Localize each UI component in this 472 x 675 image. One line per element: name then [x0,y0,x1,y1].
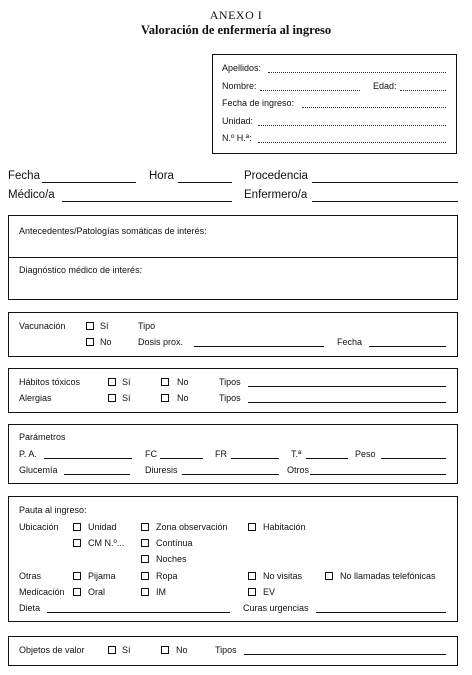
vacunacion-no-checkbox[interactable] [86,338,94,346]
habitacion-label: Habitación [263,522,306,532]
vacunacion-label: Vacunación [19,321,66,331]
antecedentes-label: Antecedentes/Patologías somáticas de interés: [19,226,207,236]
continua-checkbox[interactable] [141,539,149,547]
edad-label: Edad: [373,81,397,91]
no-visitas-label: No visitas [263,571,303,581]
im-checkbox[interactable] [141,588,149,596]
nombre-field[interactable] [260,90,360,91]
fc-label: FC [145,449,157,459]
nombre-label: Nombre: [222,81,257,91]
alergias-tipos-field[interactable] [248,402,446,403]
habitos-tipos-label: Tipos [219,377,241,387]
parametros-label: Parámetros [19,432,66,442]
no-llamadas-checkbox[interactable] [325,572,333,580]
temperatura-label: T.ª [291,449,302,459]
fecha-ingreso-field[interactable] [302,107,446,108]
alergias-tipos-label: Tipos [219,393,241,403]
medicacion-label: Medicación [19,587,65,597]
nh-field[interactable] [258,142,446,143]
temperatura-field[interactable] [306,458,348,459]
ev-label: EV [263,587,276,597]
ev-checkbox[interactable] [248,588,256,596]
unidad-checkbox[interactable] [73,523,81,531]
continua-label: Contínua [156,538,193,548]
unidad-label: Unidad: [222,116,254,126]
enfermero-label: Enfermero/a [244,189,308,201]
diuresis-label: Diuresis [145,465,178,475]
vacunacion-section [8,312,458,357]
fr-label: FR [215,449,227,459]
pijama-label: Pijama [88,571,116,581]
pauta-label: Pauta al ingreso: [19,505,87,515]
noches-label: Noches [156,554,187,564]
objetos-tipos-label: Tipos [215,645,237,655]
nh-label: N.º H.ª: [222,133,252,143]
fecha-label: Fecha [8,170,40,182]
habitos-label: Hábitos tóxicos [19,377,81,387]
hora-field[interactable] [178,182,232,183]
pa-label: P. A. [19,449,37,459]
vacunacion-no-label: No [100,337,112,347]
vacunacion-si-checkbox[interactable] [86,322,94,330]
no-visitas-checkbox[interactable] [248,572,256,580]
fecha-ingreso-label: Fecha de ingreso: [222,98,295,108]
page-title: Valoración de enfermería al ingreso [140,23,332,37]
otros-field[interactable] [310,474,446,475]
parametros-section [8,424,458,484]
annex-label: ANEXO I [209,8,263,22]
curas-label: Curas urgencias [243,603,309,613]
ropa-label: Ropa [156,571,178,581]
im-label: IM [156,587,166,597]
fecha-field[interactable] [42,182,136,183]
enfermero-field[interactable] [312,201,458,202]
cm-checkbox[interactable] [73,539,81,547]
pa-field[interactable] [44,458,132,459]
otras-label: Otras [19,571,42,581]
tipo-label: Tipo [138,321,156,331]
hora-label: Hora [149,170,174,182]
vacunacion-fecha-field[interactable] [369,346,446,347]
oral-label: Oral [88,587,106,597]
objetos-si-checkbox[interactable] [108,646,116,654]
dosis-label: Dosis prox. [138,337,184,347]
zona-observacion-checkbox[interactable] [141,523,149,531]
alergias-no-checkbox[interactable] [161,394,169,402]
diuresis-field[interactable] [182,474,279,475]
noches-checkbox[interactable] [141,555,149,563]
vacunacion-fecha-label: Fecha [337,337,363,347]
ropa-checkbox[interactable] [141,572,149,580]
apellidos-label: Apellidos: [222,63,262,73]
habitacion-checkbox[interactable] [248,523,256,531]
objetos-tipos-field[interactable] [244,654,446,655]
diagnostico-label: Diagnóstico médico de interés: [19,265,143,275]
objetos-no-label: No [176,645,188,655]
unidad-field[interactable] [258,125,446,126]
habitos-si-checkbox[interactable] [108,378,116,386]
fc-field[interactable] [160,458,203,459]
dosis-field[interactable] [194,346,324,347]
oral-checkbox[interactable] [73,588,81,596]
no-llamadas-label: No llamadas telefónicas [340,571,436,581]
procedencia-label: Procedencia [244,170,308,182]
pijama-checkbox[interactable] [73,572,81,580]
habitos-tipos-field[interactable] [248,386,446,387]
alergias-label: Alergias [19,393,52,403]
zona-observacion-label: Zona observación [156,522,228,532]
objetos-label: Objetos de valor [19,645,85,655]
objetos-si-label: Sí [122,645,131,655]
peso-label: Peso [355,449,376,459]
alergias-no-label: No [177,393,189,403]
habitos-si-label: Sí [122,377,131,387]
fr-field[interactable] [231,458,279,459]
habitos-no-label: No [177,377,189,387]
glucemia-field[interactable] [64,474,130,475]
ubicacion-label: Ubicación [19,522,59,532]
peso-field[interactable] [381,458,446,459]
cm-label: CM N.º... [88,538,125,548]
curas-field[interactable] [316,612,446,613]
dieta-field[interactable] [47,612,230,613]
alergias-si-label: Sí [122,393,131,403]
vacunacion-si-label: Sí [100,321,109,331]
procedencia-field[interactable] [312,182,458,183]
medico-label: Médico/a [8,189,55,201]
section-divider [8,257,458,258]
otros-label: Otros [287,465,310,475]
apellidos-field[interactable] [268,72,446,73]
edad-field[interactable] [400,90,446,91]
glucemia-label: Glucemía [19,465,58,475]
alergias-si-checkbox[interactable] [108,394,116,402]
unidad-option-label: Unidad [88,522,117,532]
dieta-label: Dieta [19,603,41,613]
medico-field[interactable] [62,201,232,202]
habitos-section [8,368,458,413]
habitos-no-checkbox[interactable] [161,378,169,386]
objetos-no-checkbox[interactable] [161,646,169,654]
